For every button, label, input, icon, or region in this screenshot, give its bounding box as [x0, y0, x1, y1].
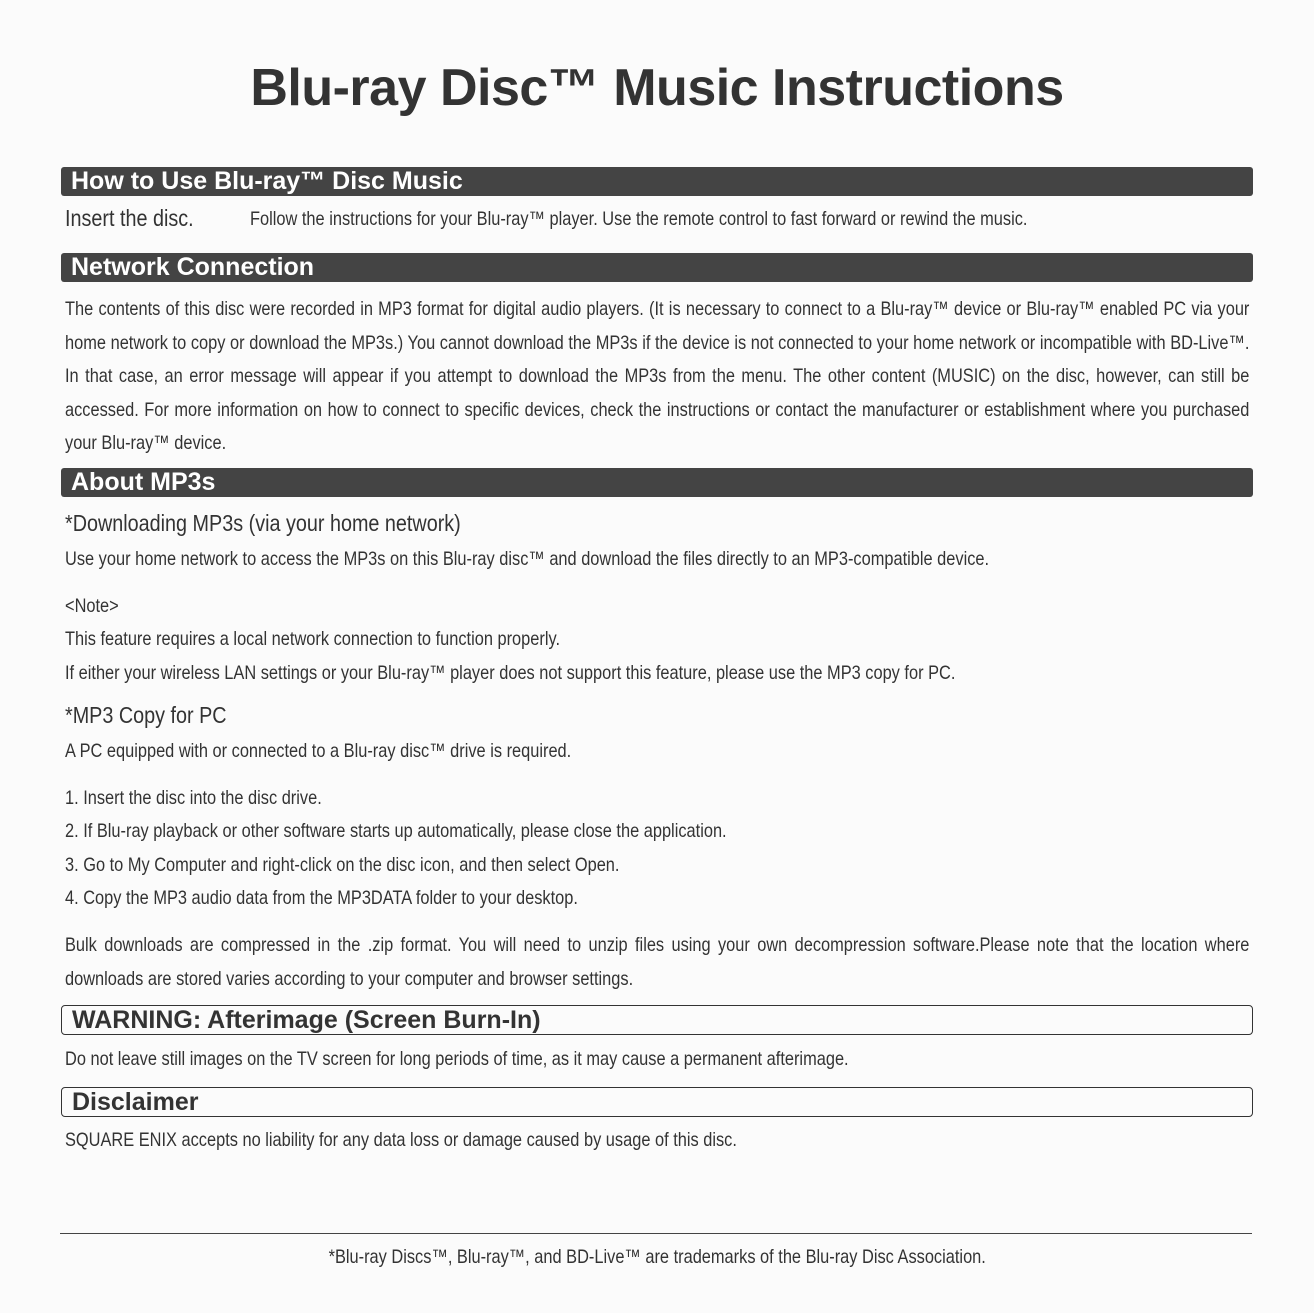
list-item: 3. Go to My Computer and right-click on the disc icon, and then select Open. — [65, 854, 620, 876]
section-heading-network: Network Connection — [61, 253, 1253, 282]
section-heading-disclaimer: Disclaimer — [61, 1087, 1253, 1117]
network-paragraph: The contents of this disc were recorded in MP3 format for digital audio players. (It is necessary to connect to a Blu-ray™ device or Blu-ray™ enabled PC via your home network to copy or download the MP3s.) You cannot download the MP3s if the device is not connected to your home network or incompatible with BD-Live™. In that case, an error message will appear if you attempt to download the MP3s from the menu. The other content (MUSIC) on the disc, however, can still be accessed. For more information on how to connect to specific devices, check the instructions or contact the manufacturer or establishment where you purchased your Blu-ray™ device. — [65, 298, 1250, 454]
list-item: 4. Copy the MP3 audio data from the MP3DATA folder to your desktop. — [65, 887, 578, 909]
download-text: Use your home network to access the MP3s on this Blu-ray disc™ and download the files directly to an MP3-compatible device. — [65, 548, 990, 570]
list-item: 2. If Blu-ray playback or other software starts up automatically, please close the application. — [65, 820, 727, 842]
note-label: <Note> — [65, 595, 119, 617]
trademark-text: *Blu-ray Discs™, Blu-ray™, and BD-Live™ are trademarks of the Blu-ray Disc Association. — [328, 1246, 986, 1268]
insert-disc-text: Follow the instructions for your Blu-ray™ player. Use the remote control to fast forward or rewind the music. — [250, 208, 1028, 230]
disclaimer-text: SQUARE ENIX accepts no liability for any data loss or damage caused by usage of this disc. — [65, 1129, 737, 1151]
note-line-2: If either your wireless LAN settings or your Blu-ray™ player does not support this feature, please use the MP3 copy for PC. — [65, 662, 956, 684]
trademark-footer — [0, 1246, 1314, 1269]
section-heading-how-to-use: How to Use Blu-ray™ Disc Music — [61, 167, 1253, 196]
page-title: Blu-ray Disc™ Music Instructions — [250, 59, 1064, 117]
warning-text: Do not leave still images on the TV screen for long periods of time, as it may cause a permanent afterimage. — [65, 1048, 849, 1070]
bulk-download-paragraph: Bulk downloads are compressed in the .zip format. You will need to unzip files using your own decompression software.Please note that the location where downloads are stored varies according to your computer and browser settings. — [65, 934, 1250, 990]
copy-subheading: *MP3 Copy for PC — [65, 702, 227, 728]
footer-divider — [60, 1233, 1252, 1234]
copy-text: A PC equipped with or connected to a Blu-ray disc™ drive is required. — [65, 740, 572, 762]
section-heading-warning: WARNING: Afterimage (Screen Burn-In) — [61, 1005, 1253, 1035]
note-line-1: This feature requires a local network connection to function properly. — [65, 628, 561, 650]
download-subheading: *Downloading MP3s (via your home network) — [65, 510, 461, 536]
insert-disc-label: Insert the disc. — [65, 205, 194, 231]
section-heading-about-mp3s: About MP3s — [61, 468, 1253, 497]
list-item: 1. Insert the disc into the disc drive. — [65, 787, 322, 809]
